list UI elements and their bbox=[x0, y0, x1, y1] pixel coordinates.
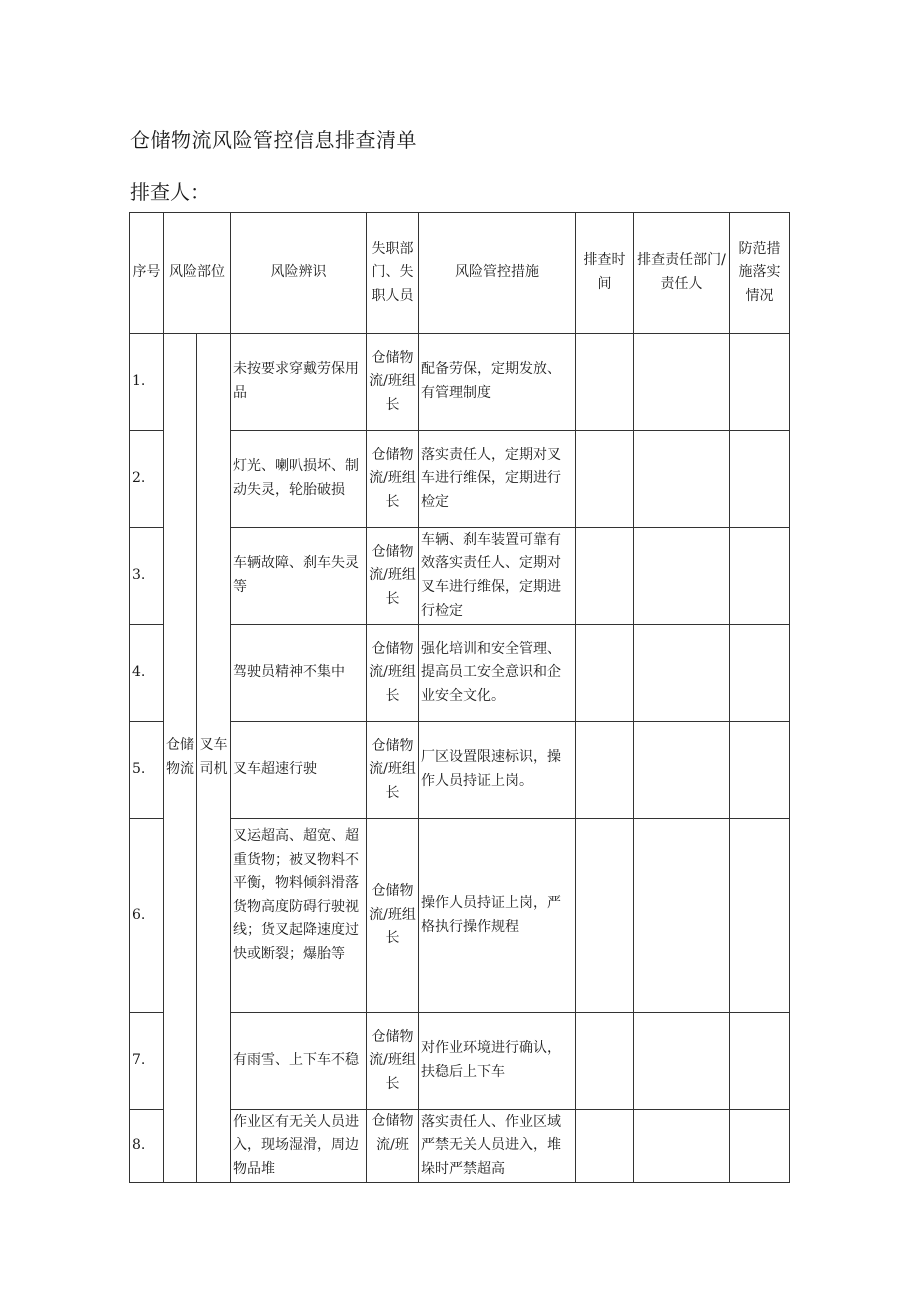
row-status-cell[interactable] bbox=[730, 819, 790, 1013]
row-time-cell[interactable] bbox=[576, 722, 634, 819]
row-dept: 仓储物流/班 bbox=[367, 1110, 419, 1183]
row-risk: 作业区有无关人员进入，现场湿滑，周边物品堆 bbox=[231, 1110, 367, 1183]
row-measure: 落实责任人，定期对叉车进行维保，定期进行检定 bbox=[419, 431, 576, 528]
row-time-cell[interactable] bbox=[576, 1013, 634, 1110]
row-time-cell[interactable] bbox=[576, 334, 634, 431]
location-role: 叉车司机 bbox=[197, 334, 231, 1183]
row-measure: 厂区设置限速标识，操作人员持证上岗。 bbox=[419, 722, 576, 819]
row-seq: 2. bbox=[130, 431, 164, 528]
row-responsible-cell[interactable] bbox=[634, 819, 730, 1013]
row-seq: 4. bbox=[130, 625, 164, 722]
row-dept: 仓储物流/班组长 bbox=[367, 1013, 419, 1110]
inspector-label: 排查人： bbox=[130, 180, 210, 204]
location-area: 仓储物流 bbox=[164, 334, 197, 1183]
row-measure: 对作业环境进行确认，扶稳后上下车 bbox=[419, 1013, 576, 1110]
row-responsible-cell[interactable] bbox=[634, 1013, 730, 1110]
row-risk: 驾驶员精神不集中 bbox=[231, 625, 367, 722]
table-row bbox=[130, 334, 790, 431]
header-dept: 失职部门、失职人员 bbox=[367, 213, 419, 334]
row-dept: 仓储物流/班组长 bbox=[367, 528, 419, 625]
row-time-cell[interactable] bbox=[576, 431, 634, 528]
row-responsible-cell[interactable] bbox=[634, 431, 730, 528]
header-status: 防范措施落实情况 bbox=[730, 213, 790, 334]
row-dept: 仓储物流/班组长 bbox=[367, 819, 419, 1013]
header-risk: 风险辨识 bbox=[231, 213, 367, 334]
row-responsible-cell[interactable] bbox=[634, 625, 730, 722]
row-responsible-cell[interactable] bbox=[634, 528, 730, 625]
row-dept: 仓储物流/班组长 bbox=[367, 625, 419, 722]
row-measure: 操作人员持证上岗，严格执行操作规程 bbox=[419, 819, 576, 1013]
row-status-cell[interactable] bbox=[730, 334, 790, 431]
header-location: 风险部位 bbox=[164, 213, 231, 334]
row-status-cell[interactable] bbox=[730, 431, 790, 528]
header-seq: 序号 bbox=[130, 213, 164, 334]
row-seq: 7. bbox=[130, 1013, 164, 1110]
row-time-cell[interactable] bbox=[576, 528, 634, 625]
row-measure: 落实责任人、作业区域严禁无关人员进入，堆垛时严禁超高 bbox=[419, 1110, 576, 1183]
header-measure: 风险管控措施 bbox=[419, 213, 576, 334]
row-status-cell[interactable] bbox=[730, 625, 790, 722]
row-status-cell[interactable] bbox=[730, 1013, 790, 1110]
row-risk: 未按要求穿戴劳保用品 bbox=[231, 334, 367, 431]
row-measure: 强化培训和安全管理、提高员工安全意识和企业安全文化。 bbox=[419, 625, 576, 722]
document-title: 仓储物流风险管控信息排查清单 bbox=[130, 128, 417, 152]
risk-checklist-table bbox=[129, 212, 790, 1183]
row-risk: 灯光、喇叭损坏、制动失灵，轮胎破损 bbox=[231, 431, 367, 528]
row-seq: 8. bbox=[130, 1110, 164, 1183]
row-status-cell[interactable] bbox=[730, 528, 790, 625]
row-risk: 叉车超速行驶 bbox=[231, 722, 367, 819]
row-responsible-cell[interactable] bbox=[634, 334, 730, 431]
row-time-cell[interactable] bbox=[576, 625, 634, 722]
row-seq: 6. bbox=[130, 819, 164, 1013]
row-dept: 仓储物流/班组长 bbox=[367, 431, 419, 528]
row-seq: 1. bbox=[130, 334, 164, 431]
row-status-cell[interactable] bbox=[730, 1110, 790, 1183]
row-responsible-cell[interactable] bbox=[634, 722, 730, 819]
row-seq: 5. bbox=[130, 722, 164, 819]
row-status-cell[interactable] bbox=[730, 722, 790, 819]
header-time: 排查时间 bbox=[576, 213, 634, 334]
row-measure: 配备劳保，定期发放、有管理制度 bbox=[419, 334, 576, 431]
row-time-cell[interactable] bbox=[576, 1110, 634, 1183]
row-dept: 仓储物流/班组长 bbox=[367, 334, 419, 431]
row-measure: 车辆、刹车装置可靠有效落实责任人、定期对叉车进行维保，定期进行检定 bbox=[419, 528, 576, 625]
row-dept: 仓储物流/班组长 bbox=[367, 722, 419, 819]
table-header-row bbox=[130, 213, 790, 334]
row-risk: 车辆故障、刹车失灵等 bbox=[231, 528, 367, 625]
row-risk: 叉运超高、超宽、超重货物；被叉物料不平衡，物料倾斜滑落货物高度防碍行驶视线；货叉起降速度过快或断裂；爆胎等 bbox=[231, 819, 367, 1013]
row-risk: 有雨雪、上下车不稳 bbox=[231, 1013, 367, 1110]
header-responsible: 排查责任部门/责任人 bbox=[634, 213, 730, 334]
row-time-cell[interactable] bbox=[576, 819, 634, 1013]
row-seq: 3. bbox=[130, 528, 164, 625]
row-responsible-cell[interactable] bbox=[634, 1110, 730, 1183]
